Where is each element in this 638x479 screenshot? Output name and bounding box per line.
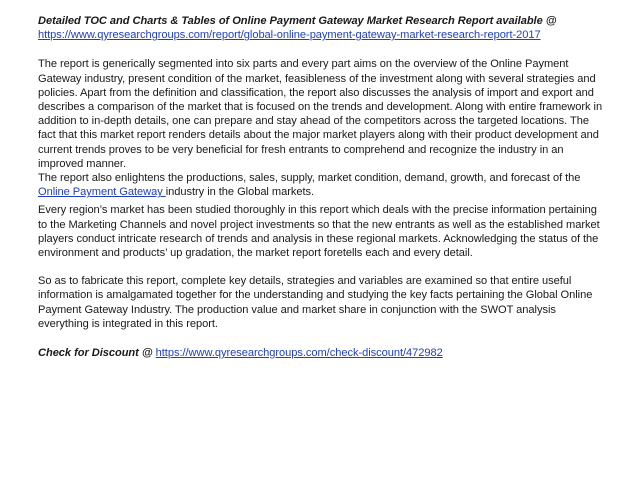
report-link[interactable]: https://www.qyresearchgroups.com/report/global-online-payment-gateway-market-research-report-2017 [38,29,541,42]
paragraph-methodology: So as to fabricate this report, complete key details, strategies and variables are examined so that entire useful information is amalgamated together for the understanding and studying the key facts pertaining the Global Online Payment Gateway Industry. The production value and market share in conjunction with the SWOT analysis everything is integrated in this report. [38,275,593,330]
discount-link[interactable]: https://www.qyresearchgroups.com/check-discount/472982 [155,347,443,360]
paragraph-forecast-tail: industry in the Global markets. [165,186,315,199]
document-page [38,14,608,360]
online-payment-gateway-link[interactable]: Online Payment Gateway [38,186,166,199]
paragraph-overview: The report is generically segmented into six parts and every part aims on the overview of the Online Payment Gateway industry, present condition of the market, feasibleness of the investment along with several strategies and policies. Apart from the definition and classification, the report also discusses the analysis of import and export and describes a comparison of the market that is focused on the trends and development. Along with entire framework in addition to in-depth details, one can prepare and stay ahead of the competitors across the targeted locations. The fact that this market report renders details about the major market players along with their product development and current trends proves to be very beneficial for fresh entrants to comprehend and recognize the industry in an improved manner. [38,58,603,170]
paragraph-regional: Every region’s market has been studied thoroughly in this report which deals with the precise information pertaining to the Marketing Channels and novel project investments so that the new entrants as well as the established market players conduct intricate research of trends and analysis in these regional markets. Acknowledging the status of the environment and products’ up gradation, the market report foretells each and every detail. [38,204,600,260]
paragraph-forecast [38,171,608,199]
discount-line [38,346,608,360]
discount-label: Check for Discount @ [38,347,156,360]
report-heading: Detailed TOC and Charts & Tables of Online Payment Gateway Market Research Report available @ [38,15,557,27]
paragraph-forecast-text: The report also enlightens the productions, sales, supply, market condition, demand, growth, and forecast of the [38,172,581,185]
